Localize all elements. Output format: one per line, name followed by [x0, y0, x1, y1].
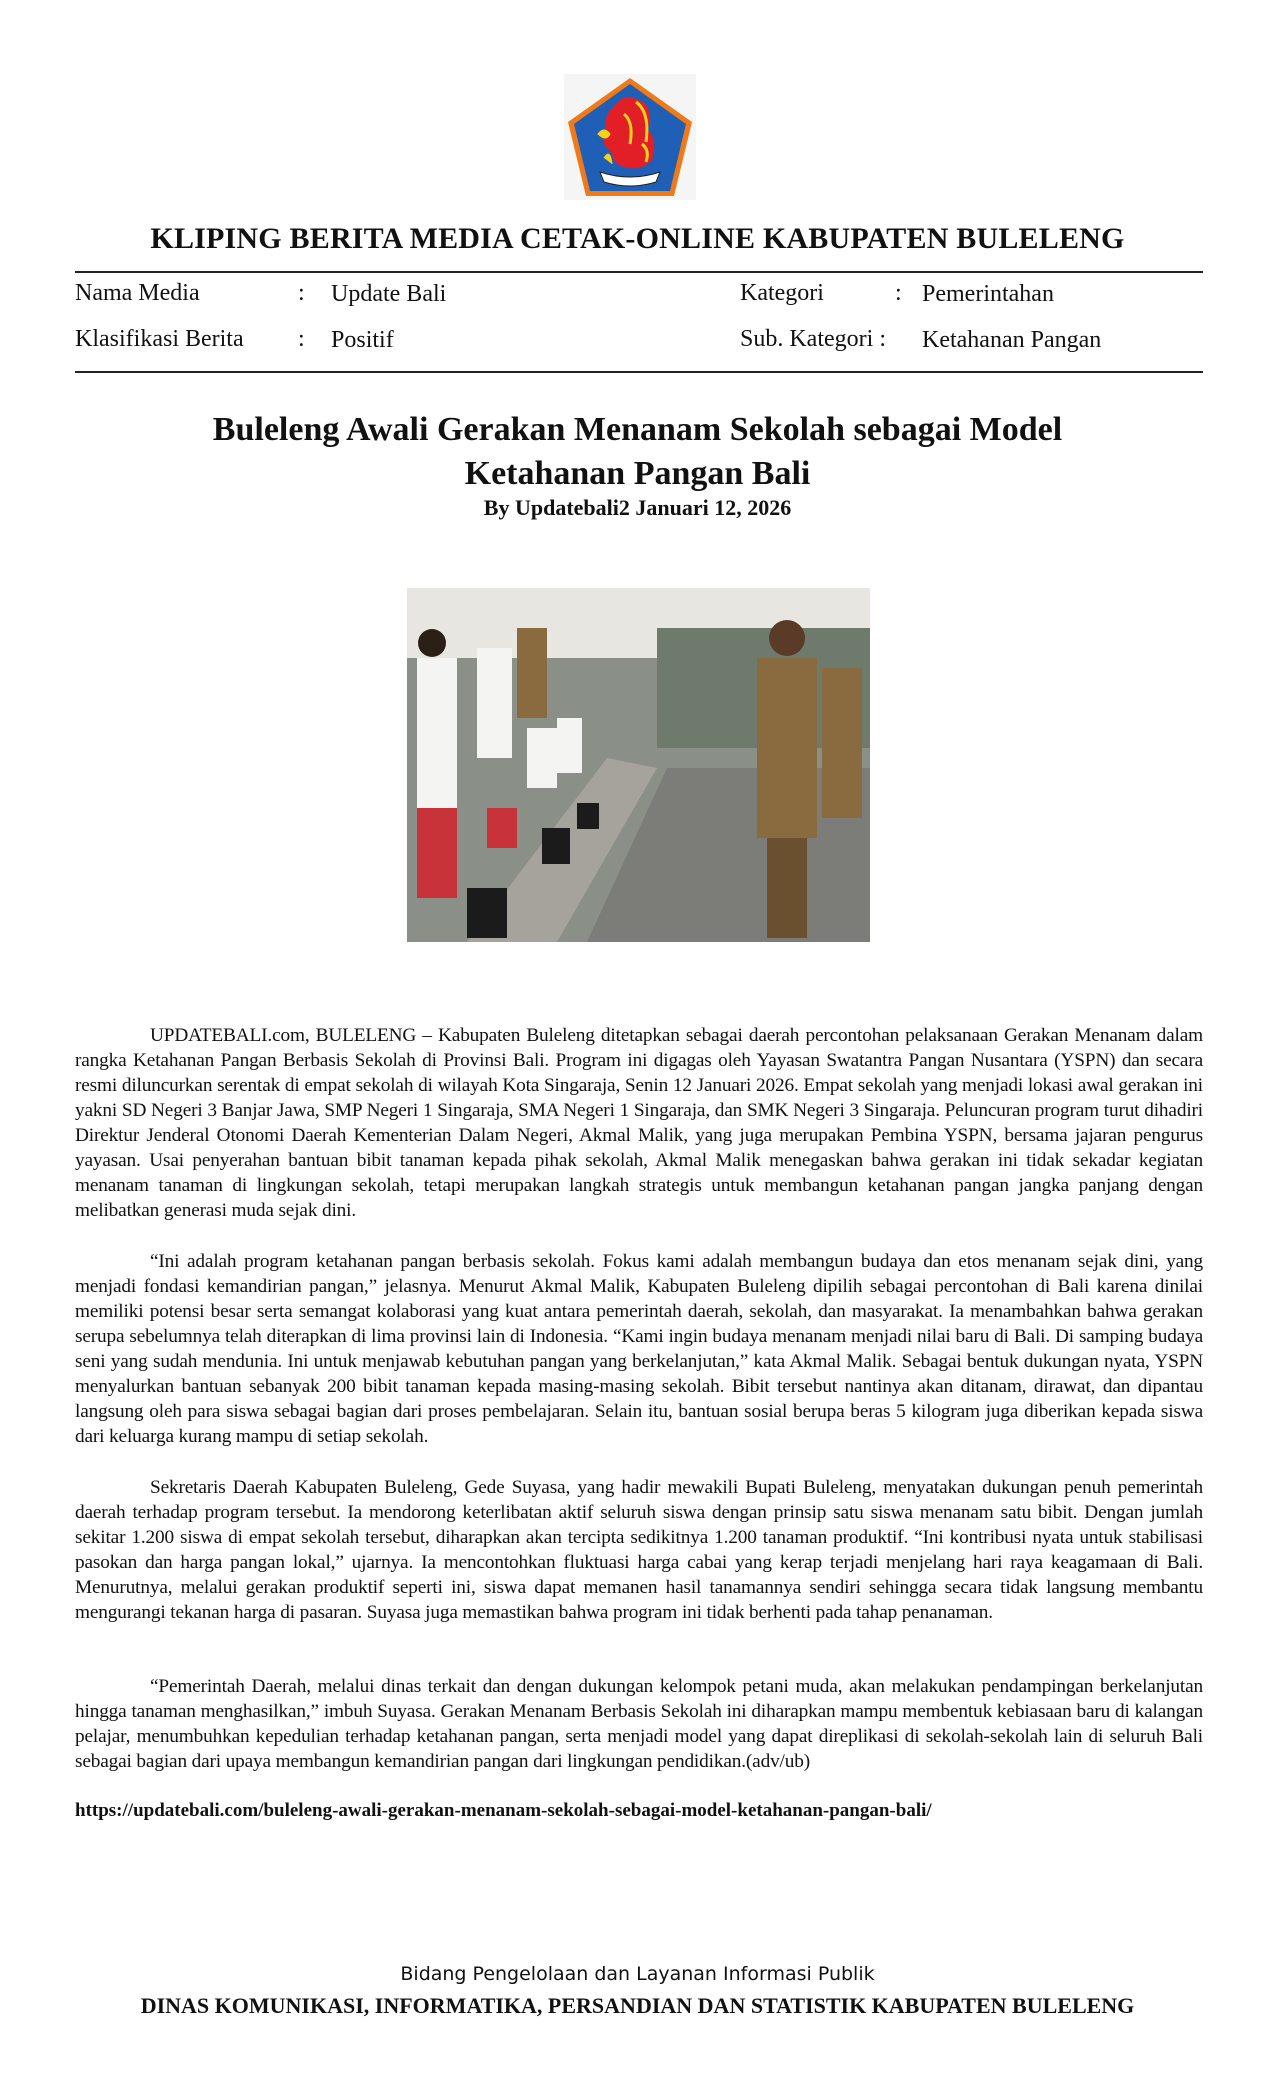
nama-media-label: Nama Media	[75, 280, 200, 306]
sub-kategori-label: Sub. Kategori :	[740, 326, 886, 352]
article-photo	[407, 588, 870, 942]
article-paragraph-1	[75, 1023, 1203, 1223]
footer-agency: DINAS KOMUNIKASI, INFORMATIKA, PERSANDIAN DAN STATISTIK KABUPATEN BULELENG	[140, 1993, 1135, 2018]
paragraph-text: Sekretaris Daerah Kabupaten Buleleng, Gede Suyasa, yang hadir mewakili Bupati Buleleng, menyatakan dukungan penuh pemerintah daerah terhadap program tersebut. Ia mendorong keterlibatan aktif seluruh siswa dengan prinsip satu siswa menanam satu bibit. Dengan jumlah sekitar 1.200 siswa di empat sekolah tersebut, diharapkan akan tercipta sedikitnya 1.200 tanaman produktif. “Ini kontribusi nyata untuk stabilisasi pasokan dan harga pangan lokal,” ujarnya. Ia mencontohkan fluktuasi harga cabai yang kerap terjadi menjelang hari raya keagamaan di Bali. Menurutnya, melalui gerakan produktif seperti ini, siswa dapat memanen hasil tanamannya sendiri sehingga secara tidak langsung membantu mengurangi tekanan harga di pasaran. Suyasa juga memastikan bahwa program ini tidak berhenti pada tahap penanaman.	[75, 1477, 1203, 1623]
article-paragraph-4	[75, 1674, 1203, 1774]
kategori-value: Pemerintahan	[922, 281, 1054, 307]
klasifikasi-value: Positif	[331, 327, 394, 353]
article-paragraph-2	[75, 1249, 1203, 1449]
divider	[75, 371, 1203, 373]
footer-division: Bidang Pengelolaan dan Layanan Informasi Publik	[400, 1963, 875, 1985]
divider	[75, 271, 1203, 273]
nama-media-value: Update Bali	[331, 281, 447, 307]
kategori-label: Kategori	[740, 280, 824, 306]
article-headline: Buleleng Awali Gerakan Menanam Sekolah sebagai Model Ketahanan Pangan Bali	[212, 411, 1063, 492]
document-header-title: KLIPING BERITA MEDIA CETAK-ONLINE KABUPATEN BULELENG	[150, 222, 1125, 255]
buleleng-regency-logo	[564, 74, 696, 200]
colon: :	[298, 326, 305, 352]
sub-kategori-value: Ketahanan Pangan	[922, 327, 1102, 353]
colon: :	[895, 280, 902, 306]
article-byline: By Updatebali2 Januari 12, 2026	[483, 495, 792, 520]
colon: :	[298, 280, 305, 306]
paragraph-text: UPDATEBALI.com, BULELENG – Kabupaten Buleleng ditetapkan sebagai daerah percontohan pelaksanaan Gerakan Menanam dalam rangka Ketahanan Pangan Berbasis Sekolah di Provinsi Bali. Program ini digagas oleh Yayasan Swatantra Pangan Nusantara (YSPN) dan secara resmi diluncurkan serentak di empat sekolah di wilayah Kota Singaraja, Senin 12 Januari 2026. Empat sekolah yang menjadi lokasi awal gerakan ini yakni SD Negeri 3 Banjar Jawa, SMP Negeri 1 Singaraja, SMA Negeri 1 Singaraja, dan SMK Negeri 3 Singaraja. Peluncuran program turut dihadiri Direktur Jenderal Otonomi Daerah Kementerian Dalam Negeri, Akmal Malik, yang juga merupakan Pembina YSPN, bersama jajaran pengurus yayasan. Usai penyerahan bantuan bibit tanaman kepada pihak sekolah, Akmal Malik menegaskan bahwa gerakan ini tidak sekadar kegiatan menanam tanaman di lingkungan sekolah, tetapi merupakan langkah strategis untuk membangun ketahanan pangan jangka panjang dengan melibatkan generasi muda sejak dini.	[75, 1025, 1203, 1221]
paragraph-text: “Ini adalah program ketahanan pangan berbasis sekolah. Fokus kami adalah membangun budaya dan etos menanam sejak dini, yang menjadi fondasi kemandirian pangan,” jelasnya. Menurut Akmal Malik, Kabupaten Buleleng dipilih sebagai percontohan di Bali karena dinilai memiliki potensi besar serta semangat kolaborasi yang kuat antara pemerintah daerah, sekolah, dan masyarakat. Ia menambahkan bahwa gerakan serupa sebelumnya telah diterapkan di lima provinsi lain di Indonesia. “Kami ingin budaya menanam menjadi nilai baru di Bali. Di samping budaya seni yang sudah mendunia. Ini untuk menjawab kebutuhan pangan yang berkelanjutan,” kata Akmal Malik. Sebagai bentuk dukungan nyata, YSPN menyalurkan bantuan sebanyak 200 bibit tanaman kepada masing-masing sekolah. Bibit tersebut nantinya akan ditanam, dirawat, dan dipantau langsung oleh para siswa sebagai bagian dari proses pembelajaran. Selain itu, bantuan sosial berupa beras 5 kilogram juga diberikan kepada siswa dari keluarga kurang mampu di setiap sekolah.	[75, 1251, 1203, 1447]
article-paragraph-3	[75, 1475, 1203, 1625]
klasifikasi-label: Klasifikasi Berita	[75, 326, 244, 352]
paragraph-text: “Pemerintah Daerah, melalui dinas terkait dan dengan dukungan kelompok petani muda, akan melakukan pendampingan berkelanjutan hingga tanaman menghasilkan,” imbuh Suyasa. Gerakan Menanam Berbasis Sekolah ini diharapkan mampu membentuk kebiasaan baru di kalangan pelajar, menumbuhkan kepedulian terhadap ketahanan pangan, serta menjadi model yang dapat direplikasi di sekolah-sekolah lain di seluruh Bali sebagai bagian dari upaya membangun kemandirian pangan dari lingkungan pendidikan.(adv/ub)	[75, 1676, 1203, 1772]
source-url-link[interactable]: https://updatebali.com/buleleng-awali-gerakan-menanam-sekolah-sebagai-model-ketahanan-pangan-bali/	[75, 1800, 932, 1821]
